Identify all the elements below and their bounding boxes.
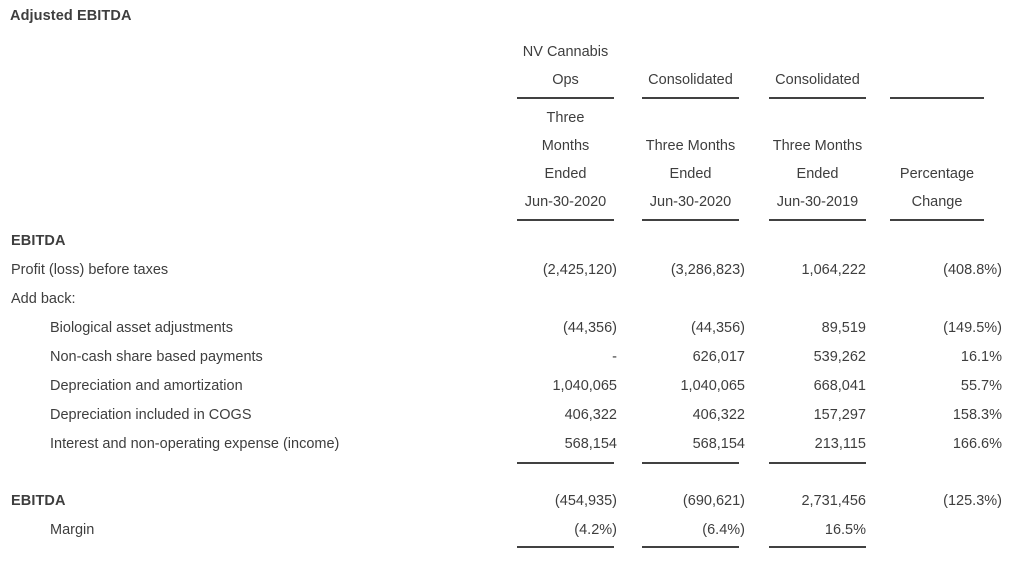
row-label: Profit (loss) before taxes (11, 261, 169, 278)
cell-consol-2019: 213,115 (814, 435, 866, 452)
cell-consol-2020: 626,017 (692, 348, 745, 365)
cell-nv-ops: - (612, 348, 617, 365)
cell-consol-2019: 89,519 (821, 319, 866, 336)
column-underline (642, 546, 739, 548)
header-line: Three Months (645, 138, 736, 154)
column-underline (890, 219, 984, 221)
header-line: Three Months (772, 138, 863, 154)
header-rule-row-2 (0, 216, 1024, 226)
col-period-consolidated-2020 (617, 104, 745, 216)
cell-consol-2020: (3,286,823) (670, 261, 745, 278)
cell-consol-2019: 2,731,456 (801, 492, 866, 509)
cell-pct-change: 166.6% (952, 435, 1002, 452)
cell-consol-2020: (6.4%) (702, 521, 745, 538)
cell-pct-change: (125.3%) (943, 492, 1002, 509)
cell-nv-ops: (454,935) (554, 492, 617, 509)
header-line: Percentage (899, 166, 975, 182)
table-row (0, 371, 1024, 400)
column-underline (642, 219, 739, 221)
header-label-spacer (0, 36, 506, 94)
cell-consol-2020: 406,322 (692, 406, 745, 423)
table-row (0, 486, 1024, 515)
cell-pct-change: (408.8%) (943, 261, 1002, 278)
cell-nv-ops: 568,154 (564, 435, 617, 452)
cell-nv-ops: 1,040,065 (552, 377, 617, 394)
table-row (0, 515, 1024, 544)
column-underline (769, 97, 866, 99)
column-underline (769, 219, 866, 221)
cell-consol-2020: (44,356) (690, 319, 745, 336)
ebitda-table (0, 36, 1024, 554)
cell-consol-2019: 539,262 (813, 348, 866, 365)
table-row (0, 429, 1024, 458)
table-row (0, 226, 1024, 255)
header-line: Ended (669, 166, 712, 182)
header-rule-row-1 (0, 94, 1024, 104)
header-line: Jun-30-2020 (524, 194, 607, 210)
col-group-nv-cannabis-ops (506, 36, 617, 94)
cell-consol-2019: 668,041 (813, 377, 866, 394)
page-title: Adjusted EBITDA (10, 8, 132, 24)
column-underline (890, 97, 984, 99)
column-underline (517, 219, 614, 221)
cell-consol-2019: 1,064,222 (801, 261, 866, 278)
header-line: Ended (796, 166, 839, 182)
column-underline (642, 462, 739, 464)
table-row (0, 284, 1024, 313)
column-underline (517, 462, 614, 464)
col-group-consolidated-2019 (745, 36, 866, 94)
header-line: Three (546, 110, 585, 126)
header-line: Months (541, 138, 590, 154)
col-group-percentage (866, 36, 1005, 94)
header-line: Jun-30-2020 (649, 194, 732, 210)
column-underline (517, 546, 614, 548)
header-line: Ops (552, 72, 579, 88)
row-label: Interest and non-operating expense (income) (50, 435, 340, 452)
cell-pct-change: (149.5%) (943, 319, 1002, 336)
cell-pct-change: 16.1% (960, 348, 1002, 365)
row-label: Non-cash share based payments (50, 348, 263, 365)
adjusted-ebitda-report (0, 8, 1024, 580)
cell-pct-change: 55.7% (960, 377, 1002, 394)
subtotal-rule-row (0, 458, 1024, 472)
cell-consol-2020: (690,621) (682, 492, 745, 509)
table-row (0, 342, 1024, 371)
row-label: EBITDA (11, 232, 66, 249)
header-label-spacer (0, 104, 506, 216)
cell-nv-ops: 406,322 (564, 406, 617, 423)
column-underline (517, 97, 614, 99)
cell-pct-change: 158.3% (952, 406, 1002, 423)
cell-nv-ops: (4.2%) (574, 521, 617, 538)
table-row (0, 400, 1024, 429)
column-underline (769, 546, 866, 548)
row-label: Depreciation included in COGS (50, 406, 252, 423)
col-period-consolidated-2019 (745, 104, 866, 216)
row-gap (0, 472, 1024, 486)
row-label: EBITDA (11, 492, 66, 509)
header-group-row (0, 36, 1024, 94)
row-label: Biological asset adjustments (50, 319, 233, 336)
table-row (0, 313, 1024, 342)
closing-rule-row (0, 544, 1024, 554)
cell-consol-2020: 568,154 (692, 435, 745, 452)
column-underline (769, 462, 866, 464)
header-line: Consolidated (648, 72, 733, 88)
cell-nv-ops: (2,425,120) (542, 261, 617, 278)
col-group-consolidated-2020 (617, 36, 745, 94)
table-row (0, 255, 1024, 284)
header-period-row (0, 104, 1024, 216)
cell-consol-2020: 1,040,065 (680, 377, 745, 394)
header-line: Change (911, 194, 963, 210)
col-period-percentage-change (866, 104, 1005, 216)
header-line: NV Cannabis (522, 44, 609, 60)
row-label: Add back: (11, 290, 76, 307)
cell-nv-ops: (44,356) (562, 319, 617, 336)
cell-consol-2019: 16.5% (824, 521, 866, 538)
row-label: Depreciation and amortization (50, 377, 243, 394)
column-underline (642, 97, 739, 99)
col-period-nv-cannabis-ops (506, 104, 617, 216)
cell-consol-2019: 157,297 (813, 406, 866, 423)
row-label: Margin (50, 521, 95, 538)
header-line: Jun-30-2019 (776, 194, 859, 210)
header-line: Consolidated (775, 72, 860, 88)
header-line: Ended (544, 166, 587, 182)
